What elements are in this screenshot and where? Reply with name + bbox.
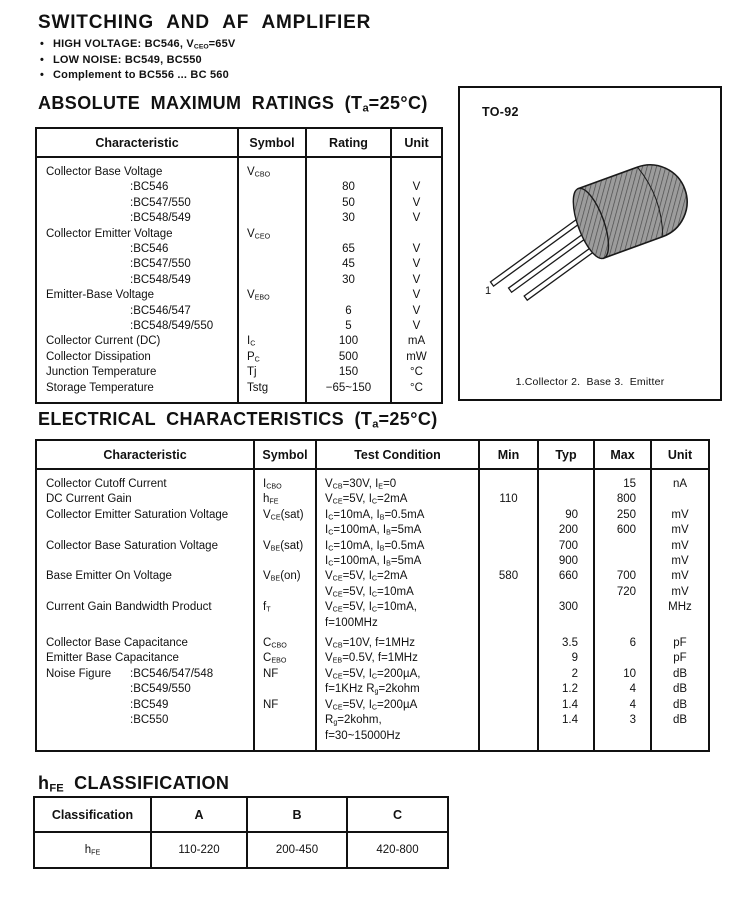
min-cell bbox=[479, 523, 538, 538]
characteristic-cell bbox=[36, 334, 238, 349]
max-cell: 4 bbox=[594, 698, 651, 713]
rating-cell: 6 bbox=[306, 304, 391, 319]
unit-cell: mV bbox=[651, 539, 709, 554]
unit-cell: V bbox=[391, 273, 442, 288]
characteristic-cell bbox=[36, 585, 254, 600]
table-row bbox=[36, 616, 709, 631]
symbol-cell: $V_{EBO}$ bbox=[238, 288, 306, 303]
hfe-label-cell: $h_{FE}$ bbox=[84, 844, 101, 857]
table-row bbox=[36, 319, 442, 334]
rating-cell bbox=[306, 157, 391, 180]
header-row bbox=[34, 797, 448, 832]
table-row bbox=[36, 667, 709, 682]
unit-cell: V bbox=[391, 242, 442, 257]
unit-cell: V bbox=[391, 180, 442, 195]
test-condition-cell: $V_{EB}=0.5V$, f=1MHz bbox=[316, 651, 479, 666]
class-b-range-cell: 200-450 bbox=[247, 832, 347, 868]
symbol-cell: Tstg bbox=[238, 381, 306, 403]
characteristic-cell bbox=[36, 492, 254, 507]
device-variant-label: :BC549 bbox=[130, 698, 169, 711]
min-cell bbox=[479, 682, 538, 697]
characteristic-cell bbox=[36, 651, 254, 666]
characteristic-cell bbox=[36, 304, 238, 319]
unit-cell: mV bbox=[651, 585, 709, 600]
symbol-cell: $P_C$ bbox=[238, 350, 306, 365]
table-row bbox=[36, 350, 442, 365]
col-header-a: A bbox=[151, 797, 247, 832]
table-row bbox=[36, 729, 709, 751]
page-title: SWITCHING AND AF AMPLIFIER bbox=[38, 12, 372, 33]
pin1-label: 1 bbox=[485, 285, 492, 297]
table-row bbox=[36, 365, 442, 380]
characteristic-label: Collector Cutoff Current bbox=[46, 478, 167, 490]
package-name: TO-92 bbox=[482, 105, 519, 119]
max-cell: 4 bbox=[594, 682, 651, 697]
rating-cell: 500 bbox=[306, 350, 391, 365]
characteristic-cell bbox=[36, 667, 254, 682]
max-cell: 10 bbox=[594, 667, 651, 682]
col-header-c: C bbox=[347, 797, 448, 832]
symbol-cell bbox=[254, 729, 316, 751]
test-condition-cell: $V_{CB}=10V$, f=1MHz bbox=[316, 636, 479, 651]
test-condition-cell: $V_{CE}=5V$, $I_C=10mA$, bbox=[316, 600, 479, 615]
max-cell bbox=[594, 616, 651, 631]
rating-cell: 50 bbox=[306, 196, 391, 211]
unit-cell bbox=[651, 492, 709, 507]
unit-cell: V bbox=[391, 257, 442, 272]
typ-cell: 9 bbox=[538, 651, 594, 666]
max-cell bbox=[594, 729, 651, 751]
characteristic-label: Base Emitter On Voltage bbox=[46, 570, 172, 583]
rating-cell: 65 bbox=[306, 242, 391, 257]
table-row bbox=[36, 492, 709, 507]
typ-cell: 900 bbox=[538, 554, 594, 569]
unit-cell: V bbox=[391, 304, 442, 319]
characteristic-cell bbox=[36, 729, 254, 751]
table-row bbox=[36, 334, 442, 349]
rating-cell: 80 bbox=[306, 180, 391, 195]
typ-cell bbox=[538, 469, 594, 492]
bullet-icon: • bbox=[40, 53, 45, 66]
typ-cell: 2 bbox=[538, 667, 594, 682]
min-cell bbox=[479, 600, 538, 615]
table-row bbox=[36, 381, 442, 403]
symbol-cell: $I_{CBO}$ bbox=[254, 469, 316, 492]
characteristic-cell bbox=[36, 600, 254, 615]
test-condition-cell: f=100MHz bbox=[316, 616, 479, 631]
table-row bbox=[36, 636, 709, 651]
characteristic-label: Emitter Base Capacitance bbox=[46, 652, 179, 665]
characteristic-label: Current Gain Bandwidth Product bbox=[46, 601, 212, 614]
feature-text: HIGH VOLTAGE: BC546, $V_{CEO}=65V$ bbox=[53, 38, 236, 51]
characteristic-cell bbox=[36, 257, 238, 272]
characteristic-cell bbox=[36, 157, 238, 180]
device-variant-label: :BC546 bbox=[130, 181, 169, 194]
characteristic-cell bbox=[36, 350, 238, 365]
unit-cell: mA bbox=[391, 334, 442, 349]
col-header-min: Min bbox=[479, 440, 538, 469]
characteristic-cell bbox=[36, 180, 238, 195]
characteristic-cell bbox=[36, 523, 254, 538]
class-a-range-cell: 110-220 bbox=[151, 832, 247, 868]
feature-bullet bbox=[40, 53, 235, 69]
max-cell bbox=[594, 539, 651, 554]
unit-cell: °C bbox=[391, 365, 442, 380]
col-header-characteristic: Characteristic bbox=[36, 128, 238, 157]
typ-cell bbox=[538, 492, 594, 507]
characteristic-cell bbox=[36, 196, 238, 211]
table-row bbox=[36, 211, 442, 226]
min-cell bbox=[479, 539, 538, 554]
table-row bbox=[36, 180, 442, 195]
symbol-cell bbox=[254, 554, 316, 569]
test-condition-cell: f=1KHz $R_g=2kohm$ bbox=[316, 682, 479, 697]
min-cell: 580 bbox=[479, 569, 538, 584]
characteristic-cell bbox=[36, 211, 238, 226]
unit-cell: pF bbox=[651, 636, 709, 651]
typ-cell: 1.2 bbox=[538, 682, 594, 697]
unit-cell bbox=[391, 157, 442, 180]
rating-cell: 100 bbox=[306, 334, 391, 349]
unit-cell: mV bbox=[651, 554, 709, 569]
rating-cell bbox=[306, 288, 391, 303]
symbol-cell bbox=[254, 523, 316, 538]
characteristic-label: Collector Emitter Voltage bbox=[46, 227, 173, 240]
test-condition-cell: $R_g=2kohm$, bbox=[316, 713, 479, 728]
package-diagram-box bbox=[458, 86, 722, 401]
unit-cell: nA bbox=[651, 469, 709, 492]
test-condition-cell: $V_{CE}=5V$, $I_C=2mA$ bbox=[316, 492, 479, 507]
typ-cell: 3.5 bbox=[538, 636, 594, 651]
characteristic-cell bbox=[36, 381, 238, 403]
test-condition-cell: $V_{CE}=5V$, $I_C=2mA$ bbox=[316, 569, 479, 584]
test-condition-cell: $I_C=100mA$, $I_B=5mA$ bbox=[316, 554, 479, 569]
test-condition-cell: $I_C=100mA$, $I_B=5mA$ bbox=[316, 523, 479, 538]
pin-caption: 1.Collector 2. Base 3. Emitter bbox=[515, 376, 665, 388]
table-row bbox=[36, 585, 709, 600]
unit-cell: dB bbox=[651, 698, 709, 713]
characteristic-cell bbox=[36, 569, 254, 584]
unit-cell: V bbox=[391, 211, 442, 226]
symbol-cell: $V_{BE}(on)$ bbox=[254, 569, 316, 584]
characteristic-label: Noise Figure bbox=[46, 667, 112, 680]
rating-cell: 30 bbox=[306, 211, 391, 226]
rating-cell: 150 bbox=[306, 365, 391, 380]
symbol-cell bbox=[254, 713, 316, 728]
unit-cell: pF bbox=[651, 651, 709, 666]
abs-max-ratings-title: ABSOLUTE MAXIMUM RATINGS $(T_a=25^\circ C)$ bbox=[38, 93, 428, 115]
table-row bbox=[36, 713, 709, 728]
characteristic-cell bbox=[36, 713, 254, 728]
col-header-symbol: Symbol bbox=[254, 440, 316, 469]
symbol-cell bbox=[238, 319, 306, 334]
symbol-cell: $h_{FE}$ bbox=[254, 492, 316, 507]
table-row bbox=[36, 651, 709, 666]
symbol-cell bbox=[238, 180, 306, 195]
characteristic-cell bbox=[36, 242, 238, 257]
unit-cell: V bbox=[391, 319, 442, 334]
unit-cell: V bbox=[391, 196, 442, 211]
table-row bbox=[36, 600, 709, 615]
min-cell bbox=[479, 585, 538, 600]
symbol-cell bbox=[254, 616, 316, 631]
unit-cell bbox=[651, 616, 709, 631]
unit-cell: °C bbox=[391, 381, 442, 403]
header-row bbox=[36, 440, 709, 469]
typ-cell bbox=[538, 585, 594, 600]
table-row bbox=[36, 257, 442, 272]
min-cell bbox=[479, 698, 538, 713]
class-c-range-cell: 420-800 bbox=[347, 832, 448, 868]
feature-list bbox=[40, 37, 235, 84]
characteristic-label: Collector Dissipation bbox=[46, 350, 151, 363]
symbol-cell: NF bbox=[254, 667, 316, 682]
device-variant-label: :BC546/547/548 bbox=[130, 667, 214, 680]
table-row bbox=[36, 288, 442, 303]
characteristic-label: DC Current Gain bbox=[46, 493, 132, 506]
test-condition-cell: $V_{CE}=5V$, $I_C=200\mu A$, bbox=[316, 667, 479, 682]
hfe-classification-table bbox=[33, 796, 449, 869]
test-condition-cell: $V_{CB}=30V$, $I_E=0$ bbox=[316, 469, 479, 492]
typ-cell bbox=[538, 729, 594, 751]
table-row bbox=[36, 682, 709, 697]
characteristic-cell bbox=[36, 288, 238, 303]
characteristic-label: Collector Base Voltage bbox=[46, 166, 163, 178]
test-condition-cell: $V_{CE}=5V$, $I_C=10mA$ bbox=[316, 585, 479, 600]
max-cell: 600 bbox=[594, 523, 651, 538]
characteristic-cell bbox=[36, 273, 238, 288]
col-header-unit: Unit bbox=[651, 440, 709, 469]
characteristic-label: Junction Temperature bbox=[46, 366, 157, 379]
symbol-cell: $V_{CBO}$ bbox=[238, 157, 306, 180]
test-condition-cell: $I_C=10mA$, $I_B=0.5mA$ bbox=[316, 539, 479, 554]
device-variant-label: :BC547/550 bbox=[130, 258, 191, 271]
unit-cell: mV bbox=[651, 508, 709, 523]
characteristic-cell bbox=[36, 365, 238, 380]
rating-cell: −65~150 bbox=[306, 381, 391, 403]
feature-bullet bbox=[40, 37, 235, 53]
table-row bbox=[34, 832, 448, 868]
absolute-maximum-ratings-table bbox=[35, 127, 443, 404]
bullet-icon: • bbox=[40, 69, 45, 81]
table-row bbox=[36, 304, 442, 319]
col-header-rating: Rating bbox=[306, 128, 391, 157]
min-cell: 110 bbox=[479, 492, 538, 507]
symbol-cell: $V_{BE}(sat)$ bbox=[254, 539, 316, 554]
test-condition-cell: f=30~15000Hz bbox=[316, 729, 479, 751]
device-variant-label: :BC549/550 bbox=[130, 683, 191, 696]
max-cell: 800 bbox=[594, 492, 651, 507]
hfe-classification-title: $h_{FE}$ CLASSIFICATION bbox=[38, 773, 230, 795]
device-variant-label: :BC548/549 bbox=[130, 273, 191, 286]
col-header-typ: Typ bbox=[538, 440, 594, 469]
typ-cell: 300 bbox=[538, 600, 594, 615]
symbol-cell bbox=[238, 304, 306, 319]
min-cell bbox=[479, 469, 538, 492]
table-row bbox=[36, 539, 709, 554]
unit-cell bbox=[651, 729, 709, 751]
feature-bullet bbox=[40, 68, 235, 84]
rating-cell: 30 bbox=[306, 273, 391, 288]
table-row bbox=[36, 273, 442, 288]
characteristic-cell bbox=[36, 616, 254, 631]
electrical-characteristics-title: ELECTRICAL CHARACTERISTICS $(T_a=25^\circ C)$ bbox=[38, 409, 438, 431]
min-cell bbox=[479, 554, 538, 569]
characteristic-label: Collector Base Capacitance bbox=[46, 637, 188, 650]
col-header-classification: Classification bbox=[34, 797, 151, 832]
symbol-cell bbox=[238, 273, 306, 288]
min-cell bbox=[479, 508, 538, 523]
table-row bbox=[36, 242, 442, 257]
max-cell: 720 bbox=[594, 585, 651, 600]
symbol-cell bbox=[254, 585, 316, 600]
max-cell: 3 bbox=[594, 713, 651, 728]
table-row bbox=[36, 157, 442, 180]
unit-cell: mW bbox=[391, 350, 442, 365]
characteristic-cell bbox=[36, 698, 254, 713]
unit-cell: mV bbox=[651, 569, 709, 584]
unit-cell: dB bbox=[651, 713, 709, 728]
device-variant-label: :BC550 bbox=[130, 714, 169, 727]
unit-cell: mV bbox=[651, 523, 709, 538]
characteristic-label: Collector Current (DC) bbox=[46, 335, 161, 348]
characteristic-cell bbox=[36, 636, 254, 651]
typ-cell: 90 bbox=[538, 508, 594, 523]
table-row bbox=[36, 196, 442, 211]
characteristic-label: Collector Base Saturation Voltage bbox=[46, 539, 218, 552]
device-variant-label: :BC546/547 bbox=[130, 304, 191, 317]
device-variant-label: :BC547/550 bbox=[130, 196, 191, 209]
device-variant-label: :BC548/549 bbox=[130, 212, 191, 225]
unit-cell bbox=[391, 227, 442, 242]
typ-cell bbox=[538, 616, 594, 631]
device-variant-label: :BC546 bbox=[130, 243, 169, 256]
typ-cell: 660 bbox=[538, 569, 594, 584]
max-cell bbox=[594, 554, 651, 569]
rating-cell: 5 bbox=[306, 319, 391, 334]
symbol-cell bbox=[238, 211, 306, 226]
col-header-max: Max bbox=[594, 440, 651, 469]
typ-cell: 700 bbox=[538, 539, 594, 554]
symbol-cell bbox=[238, 196, 306, 211]
unit-cell: MHz bbox=[651, 600, 709, 615]
min-cell bbox=[479, 713, 538, 728]
max-cell bbox=[594, 600, 651, 615]
header-row bbox=[36, 128, 442, 157]
test-condition-cell: $V_{CE}=5V$, $I_C=200\mu A$ bbox=[316, 698, 479, 713]
table-row bbox=[36, 569, 709, 584]
device-variant-label: :BC548/549/550 bbox=[130, 320, 214, 333]
symbol-cell: $C_{CBO}$ bbox=[254, 636, 316, 651]
min-cell bbox=[479, 651, 538, 666]
rating-cell: 45 bbox=[306, 257, 391, 272]
symbol-cell: $V_{CE}(sat)$ bbox=[254, 508, 316, 523]
bullet-icon: • bbox=[40, 38, 45, 50]
characteristic-cell bbox=[36, 319, 238, 334]
electrical-characteristics-table bbox=[35, 439, 710, 752]
max-cell: 250 bbox=[594, 508, 651, 523]
symbol-cell: Tj bbox=[238, 365, 306, 380]
col-header-test-condition: Test Condition bbox=[316, 440, 479, 469]
unit-cell: dB bbox=[651, 667, 709, 682]
col-header-unit: Unit bbox=[391, 128, 442, 157]
table-row bbox=[36, 508, 709, 523]
to92-package-drawing bbox=[460, 88, 724, 403]
characteristic-cell bbox=[36, 508, 254, 523]
min-cell bbox=[479, 636, 538, 651]
min-cell bbox=[479, 729, 538, 751]
table-row bbox=[36, 698, 709, 713]
unit-cell: dB bbox=[651, 682, 709, 697]
characteristic-cell bbox=[36, 539, 254, 554]
test-condition-cell: $I_C=10mA$, $I_B=0.5mA$ bbox=[316, 508, 479, 523]
rating-cell bbox=[306, 227, 391, 242]
symbol-cell bbox=[254, 682, 316, 697]
feature-text: Complement to BC556 ... BC 560 bbox=[53, 69, 229, 81]
col-header-characteristic: Characteristic bbox=[36, 440, 254, 469]
characteristic-cell bbox=[36, 227, 238, 242]
symbol-cell: NF bbox=[254, 698, 316, 713]
min-cell bbox=[479, 667, 538, 682]
characteristic-cell bbox=[36, 682, 254, 697]
characteristic-cell bbox=[36, 554, 254, 569]
unit-cell: V bbox=[391, 288, 442, 303]
table-row bbox=[36, 554, 709, 569]
typ-cell: 1.4 bbox=[538, 713, 594, 728]
table-row bbox=[36, 227, 442, 242]
table-row bbox=[36, 469, 709, 492]
symbol-cell: $I_C$ bbox=[238, 334, 306, 349]
characteristic-label: Emitter-Base Voltage bbox=[46, 289, 155, 302]
symbol-cell: $C_{EBO}$ bbox=[254, 651, 316, 666]
col-header-symbol: Symbol bbox=[238, 128, 306, 157]
symbol-cell bbox=[238, 257, 306, 272]
typ-cell: 1.4 bbox=[538, 698, 594, 713]
max-cell: 6 bbox=[594, 636, 651, 651]
table-row bbox=[36, 523, 709, 538]
max-cell: 700 bbox=[594, 569, 651, 584]
symbol-cell bbox=[238, 242, 306, 257]
min-cell bbox=[479, 616, 538, 631]
characteristic-label: Collector Emitter Saturation Voltage bbox=[46, 508, 229, 521]
symbol-cell: $V_{CEO}$ bbox=[238, 227, 306, 242]
package-body bbox=[566, 154, 697, 262]
typ-cell: 200 bbox=[538, 523, 594, 538]
characteristic-label: Storage Temperature bbox=[46, 381, 154, 394]
characteristic-cell bbox=[36, 469, 254, 492]
col-header-b: B bbox=[247, 797, 347, 832]
symbol-cell: $f_T$ bbox=[254, 600, 316, 615]
max-cell bbox=[594, 651, 651, 666]
max-cell: 15 bbox=[594, 469, 651, 492]
feature-text: LOW NOISE: BC549, BC550 bbox=[53, 53, 202, 66]
